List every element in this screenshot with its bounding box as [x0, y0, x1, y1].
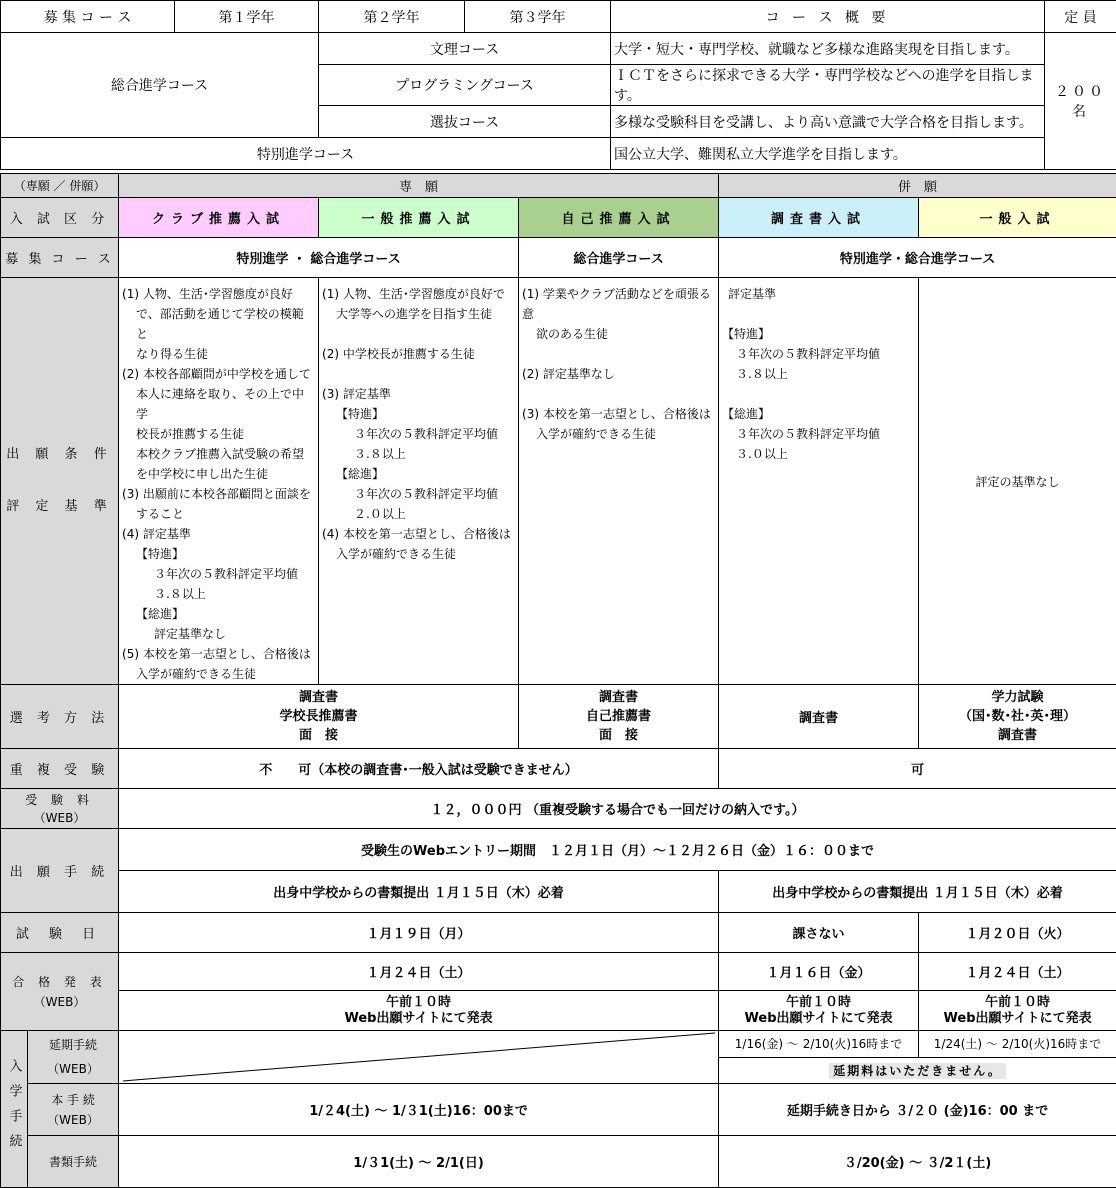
dup-row [1, 749, 1116, 789]
capacity: ２００名 [1045, 33, 1116, 170]
course-select-row [1, 238, 1116, 278]
kubun-row [1, 198, 1116, 238]
type-row [1, 174, 1116, 198]
main-label-cell [28, 1084, 119, 1136]
type-label: （専願 ／ 併願） [1, 174, 119, 198]
cond-text: (1) 学業やクラブ活動などを頑張る意 [522, 284, 715, 324]
cond-text: 【特進】 [722, 324, 915, 344]
doc-label: 書類手続 [28, 1136, 119, 1188]
sub-course-desc: 大学・短大・専門学校、就職など多様な進路実現を目指します。 [611, 33, 1045, 65]
diagonal-line [119, 1031, 719, 1083]
kubun-ippan-suisen: 一般推薦入試 [319, 198, 519, 238]
dup-b: 可 [719, 749, 1116, 789]
cond-text: (4) 評定基準 [122, 524, 315, 544]
result-c: １月２４日（土） [919, 953, 1116, 991]
date-a: １月１９日（月） [119, 913, 719, 953]
method-text: （国･数･社･英･理） [922, 707, 1113, 726]
cond-text: なり得る生徒 [122, 344, 315, 364]
cond-text: すること [122, 504, 315, 524]
header-capacity: 定 員 [1045, 1, 1116, 33]
method-text: 学力試験 [922, 688, 1113, 707]
condition-jiko [519, 278, 719, 685]
course-a: 特別進学 ・ 総合進学コース [119, 238, 519, 278]
dup-label: 重 複 受 験 [1, 749, 119, 789]
main-a: 1/２4(土) ～ 1/３1(土)16：00まで [119, 1084, 719, 1136]
cond-text: (2) 中学校長が推薦する生徒 [322, 344, 515, 364]
result-time: 午前１０時 [922, 995, 1113, 1011]
header-year3: 第３学年 [465, 1, 611, 33]
result-time: 午前１０時 [122, 995, 715, 1011]
dup-a: 不 可（本校の調査書･一般入試は受験できません） [119, 749, 719, 789]
result-time: 午前１０時 [722, 995, 915, 1011]
cond-text: ２.０以上 [322, 504, 515, 524]
course-b: 総合進学コース [519, 238, 719, 278]
cond-text: 欲のある生徒 [522, 324, 715, 344]
result-label: 合 格 発 表 [4, 972, 115, 992]
apply-label: 出 願 手 続 [1, 829, 119, 913]
result-time-b [719, 991, 919, 1031]
header-year2: 第２学年 [319, 1, 465, 33]
cond-text: ３.８以上 [322, 444, 515, 464]
apply-row [1, 829, 1116, 871]
result-time-row [1, 991, 1116, 1031]
ext-c: 1/24(土) ～ 2/10(火)16時まで [919, 1031, 1116, 1058]
ext-b: 1/16(金) ～ 2/10(火)16時まで [719, 1031, 919, 1058]
result-site: Web出願サイトにて発表 [922, 1011, 1113, 1027]
cond-text: 評定基準なし [122, 624, 315, 644]
cond-text: (3) 出願前に本校各部顧問と面談を [122, 484, 315, 504]
header-overview: コ ー ス 概 要 [611, 1, 1045, 33]
sub-course-desc: 多様な受験科目を受講し、より高い意識で大学合格を目指します。 [611, 106, 1045, 138]
condition-row [1, 278, 1116, 685]
main-label: 本 手 続 [31, 1090, 115, 1110]
method-text: 調査書 [522, 688, 715, 707]
result-sub: （WEB） [4, 992, 115, 1012]
cond-text: ３.８以上 [722, 364, 915, 384]
cond-text: 【特進】 [322, 404, 515, 424]
fee-row [1, 789, 1116, 829]
cond-text: 大学等への進学を目指す生徒 [322, 304, 515, 324]
cond-text: 入学が確約できる生徒 [322, 544, 515, 564]
header-course: 募 集 コ ー ス [1, 1, 175, 33]
cond-text: 入学が確約できる生徒 [122, 664, 315, 684]
condition-club [119, 278, 319, 685]
course-table [0, 0, 1116, 170]
method-text: 自己推薦書 [522, 707, 715, 726]
ext-label: 延期手続 [31, 1033, 115, 1057]
fee-label: 受 験 料 [4, 791, 115, 809]
date-label: 試 験 日 [1, 913, 119, 953]
date-c: １月２０日（火） [919, 913, 1116, 953]
cond-text: 校長が推薦する生徒 [122, 424, 315, 444]
doc-a: 1/３1(土) ～ 2/1(日) [119, 1136, 719, 1188]
method-b [519, 685, 719, 749]
ext-row [1, 1031, 1116, 1058]
kubun-label: 入 試 区 分 [1, 198, 119, 238]
heigan-header: 併 願 [719, 174, 1116, 198]
header-year1: 第１学年 [175, 1, 319, 33]
cond-text: ３年次の５教科評定平均値 [322, 484, 515, 504]
cond-text: (1) 人物、生活･学習態度が良好で [322, 284, 515, 304]
course-row [1, 33, 1116, 65]
method-text: 面 接 [522, 726, 715, 745]
cond-text: ３年次の５教科評定平均値 [122, 564, 315, 584]
sub-course-name: 選抜コース [319, 106, 611, 138]
condition-chosa [719, 278, 919, 685]
cond-text: (2) 評定基準なし [522, 364, 715, 384]
cond-text: (5) 本校を第一志望とし、合格後は [122, 644, 315, 664]
result-row [1, 953, 1116, 991]
cond-text: ３年次の５教科評定平均値 [722, 344, 915, 364]
cond-text: 【総進】 [122, 604, 315, 624]
result-site: Web出願サイトにて発表 [722, 1011, 915, 1027]
ext-note-cell [719, 1057, 1116, 1084]
cond-text: ３年次の５教科評定平均値 [322, 424, 515, 444]
result-time-a [119, 991, 719, 1031]
main-sub: （WEB） [31, 1110, 115, 1130]
ext-empty [119, 1031, 719, 1084]
fee-sub: （WEB） [4, 809, 115, 827]
fee: １２，０００円 （重複受験する場合でも一回だけの納入です。） [119, 789, 1116, 829]
cond-text: 入学が確約できる生徒 [522, 424, 715, 444]
main-row [1, 1084, 1116, 1136]
ext-label-cell [28, 1031, 119, 1084]
condition-label-2: 評 定 基 準 [4, 494, 115, 520]
method-text: 面 接 [122, 726, 515, 745]
condition-ippan: 評定の基準なし [919, 278, 1116, 685]
apply-doc-a: 出身中学校からの書類提出 １月１５日（木）必着 [119, 871, 719, 913]
cond-text: 【総進】 [322, 464, 515, 484]
apply-doc-b: 出身中学校からの書類提出 １月１５日（木）必着 [719, 871, 1116, 913]
kubun-jiko: 自己推薦入試 [519, 198, 719, 238]
cond-text: を中学校に申し出た生徒 [122, 464, 315, 484]
result-label-cell [1, 953, 119, 1031]
sengan-header: 専 願 [119, 174, 719, 198]
kubun-chosa: 調査書入試 [719, 198, 919, 238]
special-course: 特別進学コース [1, 138, 611, 170]
general-course: 総合進学コース [1, 33, 319, 138]
condition-label [1, 278, 119, 685]
result-site: Web出願サイトにて発表 [122, 1011, 715, 1027]
ext-note: 延期料はいただきません。 [829, 1063, 1006, 1079]
exam-table [0, 173, 1116, 1188]
condition-label-1: 出 願 条 件 [4, 442, 115, 468]
course-header-row [1, 1, 1116, 33]
result-time-c [919, 991, 1116, 1031]
cond-text: ３.０以上 [722, 444, 915, 464]
result-b: １月１６日（金） [719, 953, 919, 991]
cond-text: 評定基準 [722, 284, 915, 304]
method-c: 調査書 [719, 685, 919, 749]
method-row [1, 685, 1116, 749]
method-text: 調査書 [122, 688, 515, 707]
method-label: 選 考 方 法 [1, 685, 119, 749]
cond-text: 本校クラブ推薦入試受験の希望 [122, 444, 315, 464]
method-text: 学校長推薦書 [122, 707, 515, 726]
sub-course-desc: ＩＣＴをさらに探求できる大学・専門学校などへの進学を目指します。 [611, 65, 1045, 106]
cond-text: ３年次の５教科評定平均値 [722, 424, 915, 444]
ext-sub: （WEB） [31, 1057, 115, 1081]
main-b: 延期手続き日から ３/２０ (金)16：00 まで [719, 1084, 1116, 1136]
cond-text: (4) 本校を第一志望とし、合格後は [322, 524, 515, 544]
kubun-ippan: 一般入試 [919, 198, 1116, 238]
method-d [919, 685, 1116, 749]
course-label: 募 集 コ ー ス [1, 238, 119, 278]
cond-text: (3) 評定基準 [322, 384, 515, 404]
cond-text: (1) 人物、生活･学習態度が良好 [122, 284, 315, 304]
cond-text: (2) 本校各部顧問が中学校を通して [122, 364, 315, 384]
sub-course-name: プログラミングコース [319, 65, 611, 106]
date-row [1, 913, 1116, 953]
cond-text: 【特進】 [122, 544, 315, 564]
cond-text: 本人に連絡を取り、その上で中学 [122, 384, 315, 424]
cond-text: で、部活動を通じて学校の模範と [122, 304, 315, 344]
method-a [119, 685, 519, 749]
course-c: 特別進学・総合進学コース [719, 238, 1116, 278]
course-row [1, 138, 1116, 170]
cond-text: ３.８以上 [122, 584, 315, 604]
doc-row [1, 1136, 1116, 1188]
sub-course-name: 文理コース [319, 33, 611, 65]
method-text: 調査書 [922, 726, 1113, 745]
apply-doc-row [1, 871, 1116, 913]
fee-label-cell [1, 789, 119, 829]
cond-text: (3) 本校を第一志望とし、合格後は [522, 404, 715, 424]
condition-ippan-suisen [319, 278, 519, 685]
special-course-desc: 国公立大学、難関私立大学進学を目指します。 [611, 138, 1045, 170]
apply-web: 受験生のWebエントリー期間 １２月１日（月）～１２月２６日（金）１６：００まで [119, 829, 1116, 871]
date-b: 課さない [719, 913, 919, 953]
doc-b: ３/20(金) ～ ３/2１(土) [719, 1136, 1116, 1188]
cond-text: 【総進】 [722, 404, 915, 424]
kubun-club: クラブ推薦入試 [119, 198, 319, 238]
result-a: １月２４日（土） [119, 953, 719, 991]
nyugaku-label: 入学手続 [5, 1059, 24, 1159]
